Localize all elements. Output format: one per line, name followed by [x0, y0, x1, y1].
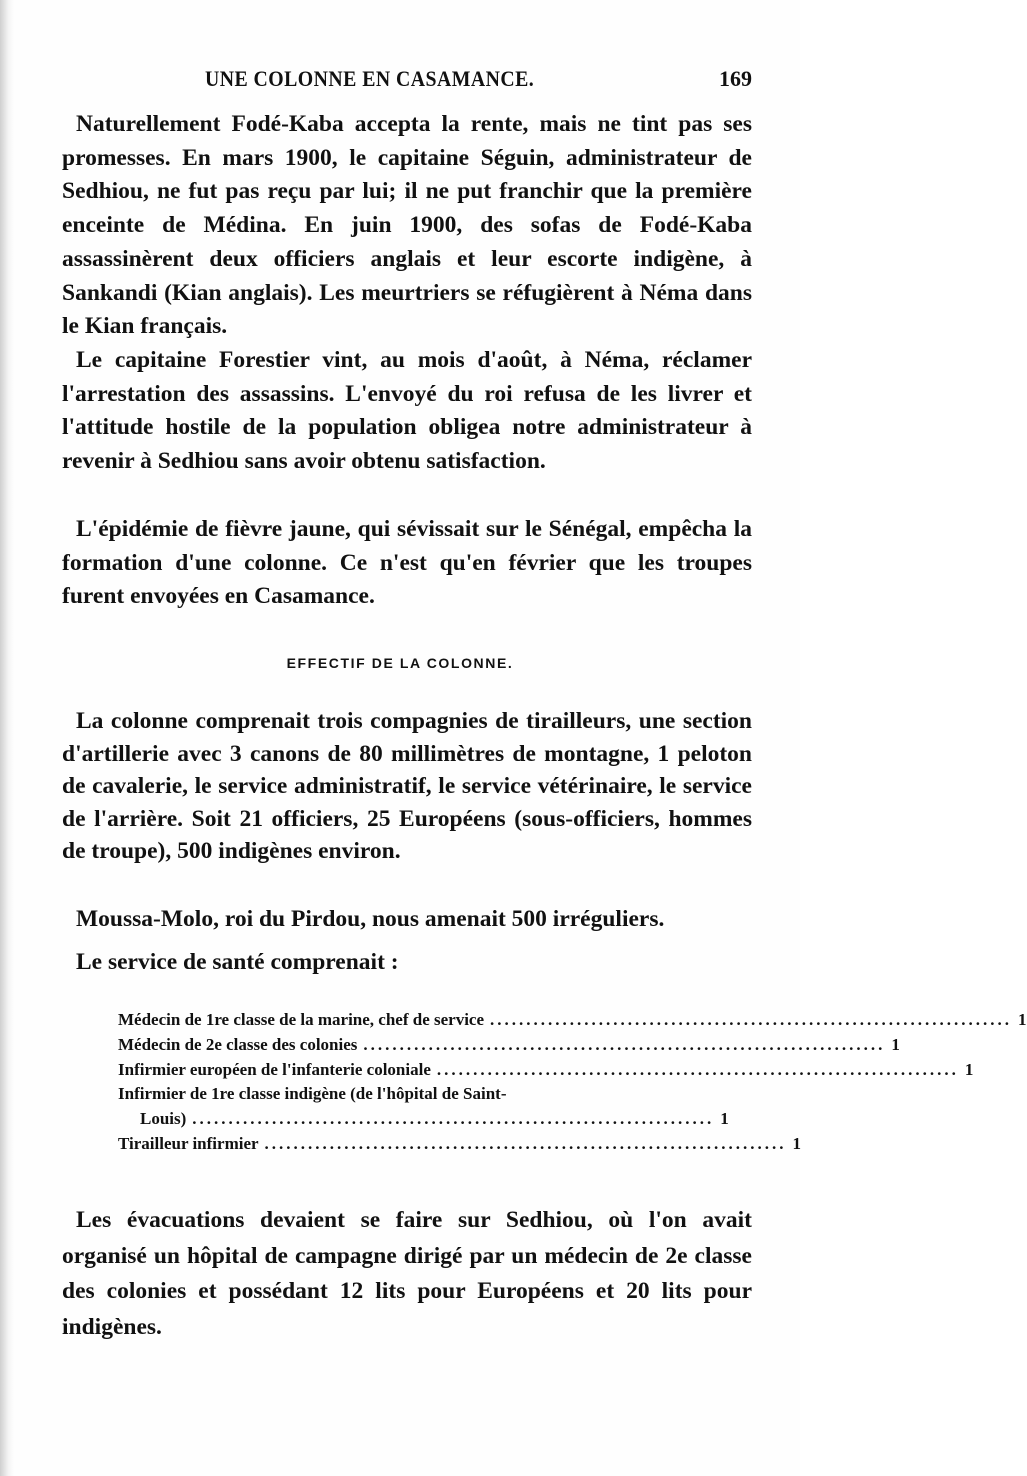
dot-leader: ........................................................................ [490, 1010, 1013, 1029]
staff-row [118, 1082, 698, 1107]
paragraph-health-service-intro: Le service de santé comprenait : [76, 949, 399, 975]
staff-label: Infirmier européen de l'infanterie coloniale [118, 1059, 431, 1079]
page-number: 169 [719, 66, 752, 91]
staff-label: Tirailleur infirmier [118, 1133, 259, 1153]
paragraph-yellow-fever: L'épidémie de fièvre jaune, qui sévissait sur le Sénégal, empêcha la formation d'une colonne. Ce n'est qu'en février que les troupes furent envoyées en Casamance. [62, 516, 752, 610]
paragraph-moussa-molo: Moussa-Molo, roi du Pirdou, nous amenait 500 irréguliers. [76, 906, 665, 932]
staff-count: 1 [1018, 1010, 1027, 1029]
staff-row [118, 1058, 974, 1083]
dot-leader: ........................................................................ [264, 1133, 787, 1153]
staff-count: 1 [964, 1059, 974, 1079]
paragraph-forestier: Le capitaine Forestier vint, au mois d'août, à Néma, réclamer l'arrestation des assassins. L'envoyé du roi refusa de les livrer et l'attitude hostile de la population obligea notre administrateur à revenir à Sedhiou sans avoir obtenu satisfaction. [62, 347, 752, 475]
staff-label: Médecin de 1re classe de la marine, chef de service [118, 1010, 485, 1029]
dot-leader: ........................................................................ [192, 1109, 715, 1129]
staff-row [118, 1008, 1027, 1033]
running-title: UNE COLONNE EN CASAMANCE. [205, 66, 535, 91]
paragraph-column-composition: La colonne comprenait trois compagnies de tirailleurs, une section d'artillerie avec 3 canons de 80 millimètres de montagne, 1 peloton de cavalerie, le service administratif, le service vétérinaire, le service de l'arrière. Soit 21 officiers, 25 Européens (sous-officiers, hommes de troupe), 500 indigènes environ. [62, 708, 752, 865]
staff-row [118, 1033, 900, 1058]
page-edge-shadow [0, 0, 14, 1476]
dot-leader: ........................................................................ [363, 1034, 886, 1054]
staff-count: 1 [720, 1109, 729, 1129]
paragraph-evacuations: Les évacuations devaient se faire sur Sedhiou, où l'on avait organisé un hôpital de campagne dirigé par un médecin de 2e classe des colonies et possédant 12 lits pour Européens et 20 lits pour indigènes. [62, 1207, 752, 1340]
staff-label: Infirmier de 1re classe indigène (de l'hôpital de Saint- [118, 1084, 507, 1104]
staff-row [118, 1132, 802, 1157]
page-header [60, 66, 760, 96]
dot-leader: ........................................................................ [436, 1059, 959, 1079]
section-heading: EFFECTIF DE LA COLONNE. [286, 655, 514, 671]
staff-count: 1 [891, 1034, 900, 1054]
staff-label-continuation: Louis) [140, 1109, 187, 1129]
staff-row-continuation [118, 1107, 729, 1132]
staff-label: Médecin de 2e classe des colonies [118, 1034, 358, 1054]
paragraph-fode-kaba: Naturellement Fodé-Kaba accepta la rente, mais ne tint pas ses promesses. En mars 1900, le capitaine Séguin, administrateur de Sedhiou, ne fut pas reçu par lui; il ne put franchir que la première enceinte de Médina. En juin 1900, des sofas de Fodé-Kaba assassinèrent deux officiers anglais et leur escorte indigène, à Sankandi (Kian anglais). Les meurtriers se réfugièrent à Néma dans le Kian français. [62, 111, 752, 340]
staff-count: 1 [792, 1133, 802, 1153]
health-staff-list [118, 1008, 1027, 1157]
